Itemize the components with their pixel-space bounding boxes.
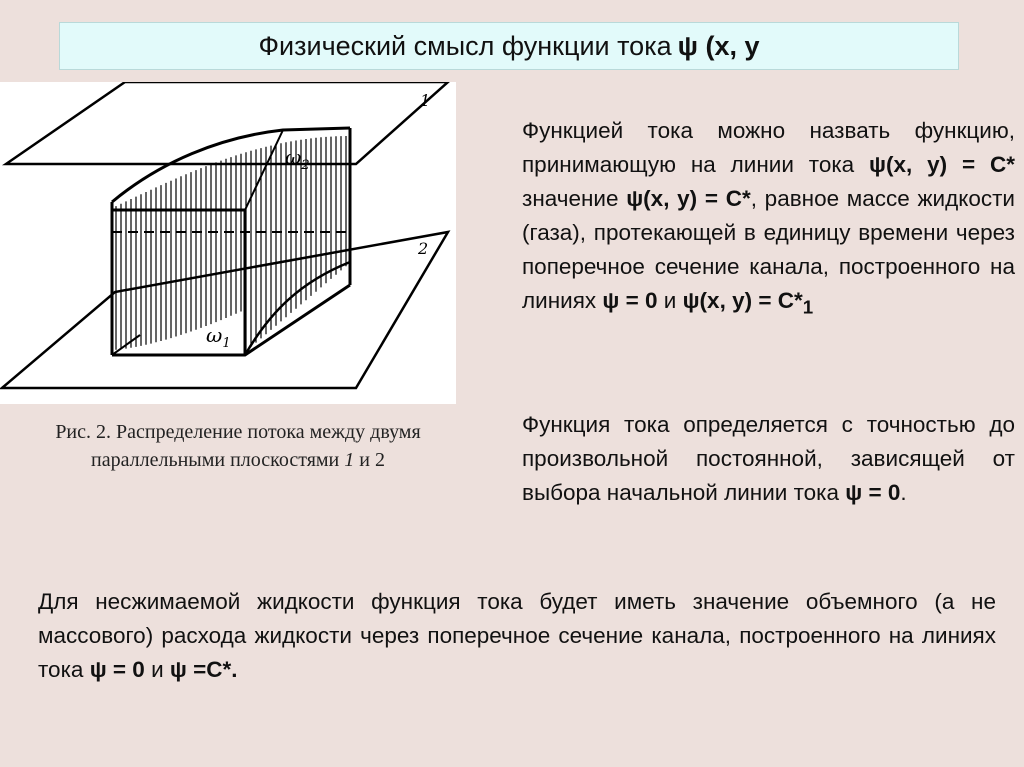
paragraph-stream-function-definition: Функцией тока можно назвать функцию, принимающую на линии тока ψ(x, y) = C* значение ψ(x, y) = C*, равное массе жидкости (газа), протекающей в единицу времени через поперечное сечение канала, построенного на линиях ψ = 0 и ψ(x, $y) = C*_1$ (522, 118, 1015, 318)
figure-caption: Рис. 2. Распределение потока между двумя параллельными плоскостями 1 и 2 (55, 421, 421, 471)
flow-diagram (0, 82, 456, 404)
plane-1 (6, 82, 448, 164)
omega2-label: $\omega_2$ (285, 145, 310, 173)
plane-2 (2, 232, 448, 388)
omega1-label: $\omega_1$ (206, 323, 231, 351)
paragraph-arbitrary-constant: Функция тока определяется с точностью до произвольной постоянной, зависящей от выбора начальной линии тока ψ = 0. (522, 412, 1015, 505)
plane-2-label: 2 (418, 239, 429, 258)
plane-1-label: 1 (420, 91, 431, 110)
flow-diagram-figure (0, 82, 456, 404)
paragraph-incompressible-fluid: Для несжимаемой жидкости функция тока будет иметь значение объемного (а не массового) расхода жидкости через поперечное сечение канала, построенного на линиях тока ψ = 0 и ψ =C*. (38, 589, 996, 682)
streamtube-surface (116, 136, 346, 351)
title-formula: ψ (x, y (677, 30, 760, 61)
slide-title (59, 22, 959, 70)
title-text: Физический смысл функции тока (258, 30, 672, 61)
